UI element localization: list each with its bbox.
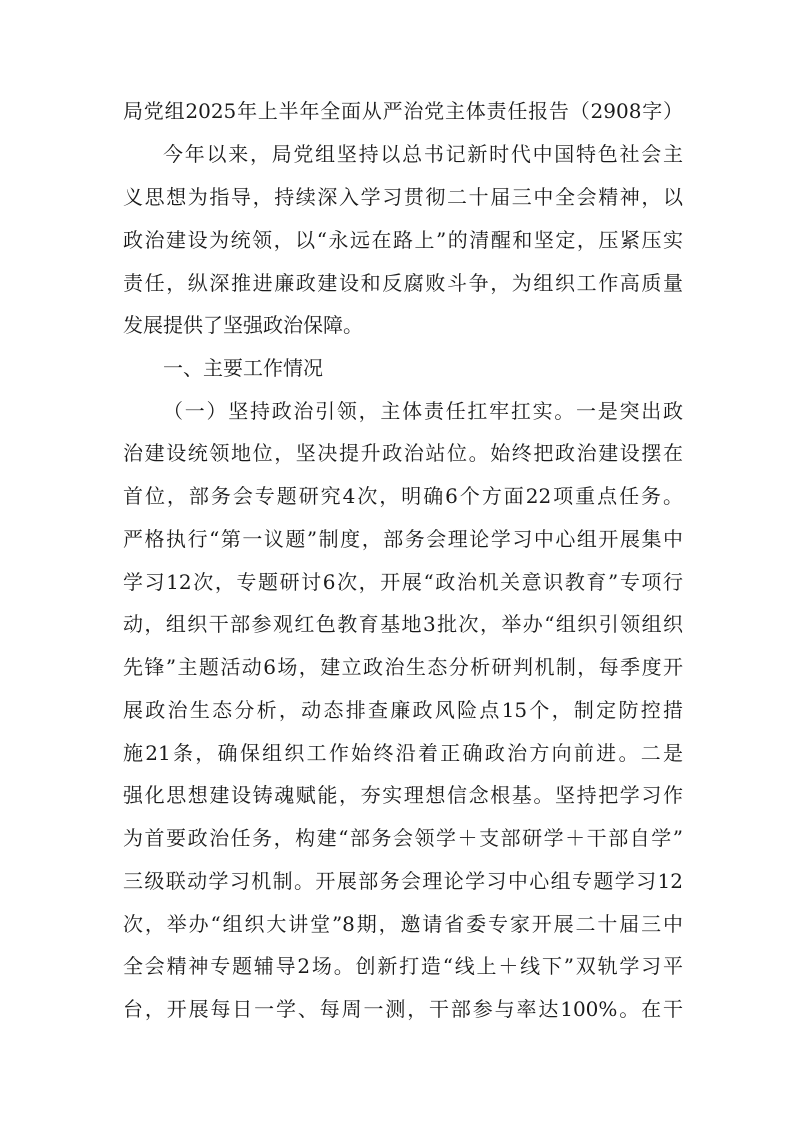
paragraph-line: 严格执行“第一议题”制度，部务会理论学习中心组开展集中 [123,527,683,551]
paragraph-line: 责任，纵深推进廉政建设和反腐败斗争，为组织工作高质量 [123,271,683,295]
paragraph-line: （一）坚持政治引领，主体责任扛牢扛实。一是突出政 [163,399,683,423]
paragraph-line: 三级联动学习机制。开展部务会理论学习中心组专题学习12 [123,869,683,893]
paragraph-line: 治建设统领地位，坚决提升政治站位。始终把政治建设摆在 [123,441,683,465]
paragraph-line: 次，举办“组织大讲堂”8期，邀请省委专家开展二十届三中 [123,912,683,936]
paragraph-line: 展政治生态分析，动态排查廉政风险点15个，制定防控措 [123,698,683,722]
paragraph-line: 先锋”主题活动6场，建立政治生态分析研判机制，每季度开 [123,655,683,679]
paragraph-line: 强化思想建设铸魂赋能，夯实理想信念根基。坚持把学习作 [123,783,683,807]
paragraph-line: 动，组织干部参观红色教育基地3批次，举办“组织引领组织 [123,612,683,636]
paragraph-line: 今年以来，局党组坚持以总书记新时代中国特色社会主 [163,142,683,166]
paragraph-line: 台，开展每日一学、每周一测，干部参与率达100%。在干 [123,997,683,1021]
paragraph-line: 政治建设为统领，以“永远在路上”的清醒和坚定，压紧压实 [123,228,683,252]
document-title: 局党组2025年上半年全面从严治党主体责任报告（2908字） [123,99,683,123]
paragraph-line: 为首要政治任务，构建“部务会领学＋支部研学＋干部自学” [123,826,683,850]
paragraph-line: 全会精神专题辅导2场。创新打造“线上＋线下”双轨学习平 [123,954,683,978]
paragraph-line: 施21条，确保组织工作始终沿着正确政治方向前进。二是 [123,741,683,765]
paragraph-line: 首位，部务会专题研究4次，明确6个方面22项重点任务。 [123,484,683,508]
paragraph-line: 发展提供了坚强政治保障。 [123,313,363,337]
paragraph-line: 学习12次，专题研讨6次，开展“政治机关意识教育”专项行 [123,570,683,594]
section-heading: 一、主要工作情况 [163,356,323,380]
paragraph-line: 义思想为指导，持续深入学习贯彻二十届三中全会精神，以 [123,185,683,209]
